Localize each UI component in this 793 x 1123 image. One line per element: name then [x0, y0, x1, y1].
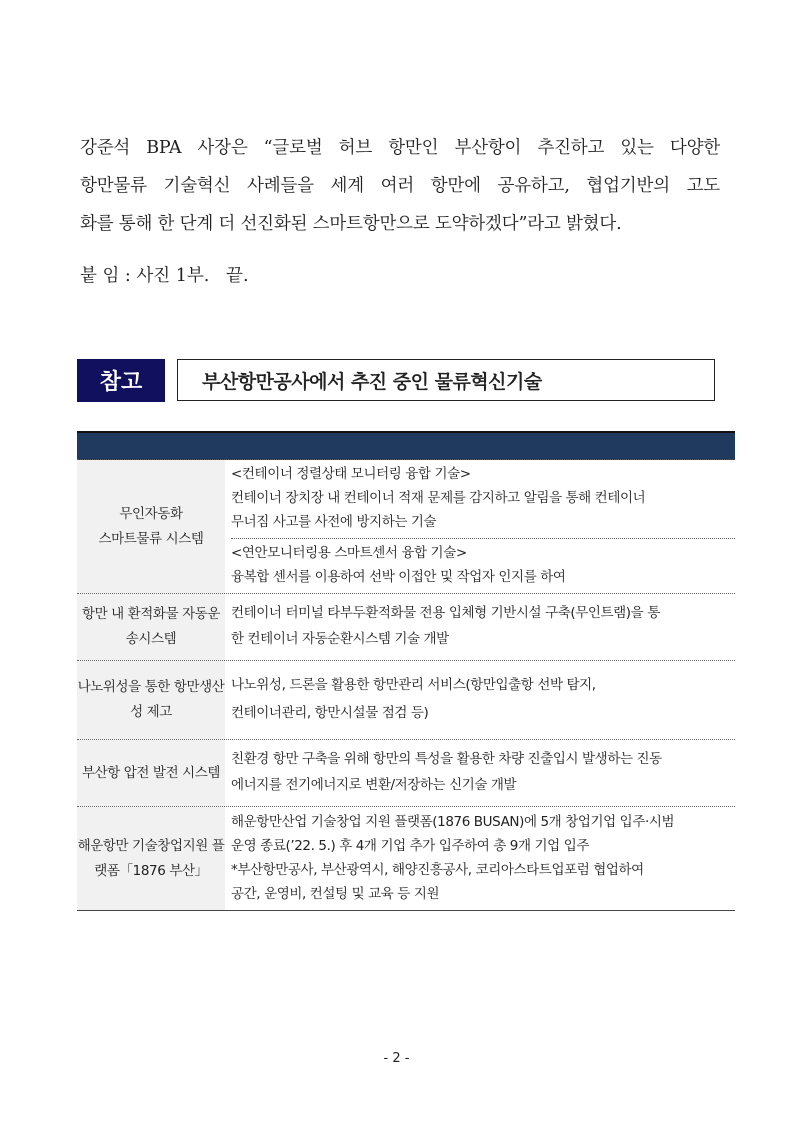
desc-line: 해운항만산업 기술창업 지원 플랫폼(1876 BUSAN)에 5개 창업기업 입주·시범 — [231, 814, 675, 830]
table-header-bar — [77, 431, 735, 460]
desc-line: 에너지를 전기에너지로 변환/저장하는 신기술 개발 — [231, 777, 517, 793]
category-cell — [77, 460, 225, 593]
sub-item — [231, 594, 735, 660]
sub-item — [231, 538, 735, 593]
category-line: 플랫폼「1876 부산」 — [94, 837, 225, 879]
paragraph-line: 항만물류 기술혁신 사례들을 세계 여러 항만에 공유하고, 협업기반의 고도 — [80, 176, 720, 196]
desc-line: 나노위성, 드론을 활용한 항만관리 서비스(항만입출항 선박 탐지, — [231, 677, 596, 693]
category-line: 자동운송시스템 — [125, 606, 221, 647]
category-cell — [77, 594, 225, 660]
category-line: 항만생산성 제고 — [130, 679, 225, 720]
desc-line: 친환경 항만 구축을 위해 항만의 특성을 활용한 차량 진출입시 발생하는 진동 — [231, 751, 662, 767]
desc-line: <컨테이너 정렬상태 모니터링 융합 기술> — [231, 466, 471, 482]
category-cell — [77, 661, 225, 739]
paragraph-line: 화를 통해 한 단계 더 선진화된 스마트항만으로 도약하겠다”라고 밝혔다. — [80, 214, 622, 234]
desc-line: 컨테이너 장치장 내 컨테이너 적재 문제를 감지하고 알림을 통해 컨테이너 — [231, 490, 646, 506]
category-line: 시스템 — [182, 764, 221, 781]
page-number: - 2 - — [383, 1051, 410, 1066]
category-cell — [77, 807, 225, 910]
desc-line: 무너짐 사고를 사전에 방지하는 기술 — [231, 514, 437, 530]
desc-line: 운영 종료(’22. 5.) 후 4개 기업 추가 입주하여 총 9개 기업 입주 — [231, 838, 589, 854]
category-line: 항만 내 환적화물 — [81, 606, 179, 622]
desc-line: 컨테이너 터미널 타부두환적화물 전용 입체형 기반시설 구축(무인트램)을 통 — [231, 605, 660, 621]
description-cell — [225, 661, 735, 739]
desc-line: <연안모니터링용 스마트센서 융합 기술> — [231, 545, 467, 561]
desc-line: 공간, 운영비, 컨설팅 및 교육 등 지원 — [231, 886, 440, 902]
category-line: 나노위성을 통한 — [77, 679, 170, 695]
table-row — [77, 594, 735, 661]
paragraph-line: 강준석 BPA 사장은 “글로벌 허브 항만인 부산항이 추진하고 있는 다양한 — [80, 138, 720, 158]
desc-line: *부산항만공사, 부산광역시, 해양진흥공사, 코리아스타트업포럼 협업하여 — [231, 862, 644, 878]
description-cell — [225, 807, 735, 910]
category-line: 무인자동화 — [119, 505, 183, 522]
sub-item — [231, 661, 735, 739]
sub-item — [231, 460, 735, 538]
innovation-table — [77, 431, 735, 911]
attachment-note: 붙 임 : 사진 1부. 끝. — [80, 266, 249, 286]
table-row — [77, 460, 735, 594]
sub-item — [231, 740, 735, 806]
table-row — [77, 661, 735, 740]
desc-line: 융복합 센서를 이용하여 선박 이접안 및 작업자 인지를 하여 — [231, 569, 566, 585]
description-cell — [225, 460, 735, 593]
reference-badge: 참고 — [77, 359, 165, 402]
quote-paragraph — [80, 129, 720, 243]
table-row — [77, 740, 735, 807]
category-cell — [77, 740, 225, 806]
reference-title-text: 부산항만공사에서 추진 중인 물류혁신기술 — [202, 370, 542, 393]
category-line: 부산항 압전 발전 — [81, 764, 179, 781]
description-cell — [225, 740, 735, 806]
category-line: 스마트물류 시스템 — [98, 530, 204, 547]
desc-line: 한 컨테이너 자동순환시스템 기술 개발 — [231, 631, 449, 647]
desc-line: 컨테이너관리, 항만시설물 점검 등) — [231, 705, 429, 721]
description-cell — [225, 594, 735, 660]
table-row — [77, 807, 735, 911]
reference-title — [177, 359, 715, 401]
sub-item — [231, 807, 735, 910]
category-line: 해운항만 기술창업지원 — [77, 837, 208, 854]
